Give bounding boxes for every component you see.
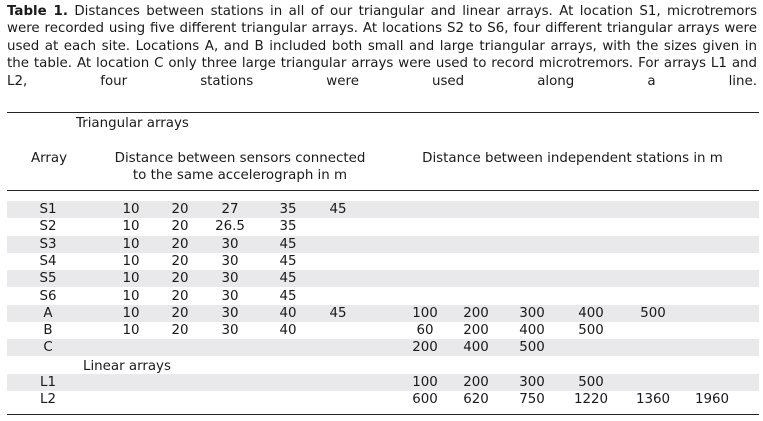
header-bottom-rule bbox=[7, 190, 759, 191]
connected-distance-cell: 35 bbox=[279, 219, 297, 235]
connected-distance-cell: 45 bbox=[279, 253, 297, 269]
table-caption-line: triangular arrays, with the sizes given in the table. At location C only three large triangular arrays bbox=[7, 38, 757, 72]
connected-distance-cell: 45 bbox=[279, 288, 297, 304]
array-cell: S6 bbox=[39, 288, 57, 304]
table-top-rule bbox=[7, 112, 759, 113]
independent-distance-cell: 500 bbox=[640, 305, 666, 321]
independent-distance-cell: 100 bbox=[412, 305, 438, 321]
independent-distance-cell: 200 bbox=[463, 323, 489, 339]
table-caption-label: Table 1. bbox=[7, 4, 68, 19]
header-independent: Distance between independent stations in m bbox=[422, 151, 723, 166]
array-cell: S2 bbox=[39, 219, 57, 235]
independent-distance-cell: 1220 bbox=[573, 392, 609, 408]
connected-distance-cell: 10 bbox=[122, 305, 140, 321]
independent-distance-cell: 500 bbox=[578, 323, 604, 339]
table-caption-line: microtremors were recorded using five different triangular arrays. At locations S2 to S6, four bbox=[7, 4, 757, 37]
array-cell: C bbox=[43, 340, 53, 356]
header-connected-line2: to the same accelerograph in m bbox=[132, 168, 348, 183]
connected-distance-cell: 10 bbox=[122, 288, 140, 304]
connected-distance-cell: 10 bbox=[122, 323, 140, 339]
connected-distance-cell: 30 bbox=[221, 323, 239, 339]
connected-distance-cell: 10 bbox=[122, 253, 140, 269]
connected-distance-cell: 10 bbox=[122, 219, 140, 235]
independent-distance-cell: 60 bbox=[416, 323, 434, 339]
table-caption bbox=[7, 3, 757, 90]
independent-distance-cell: 620 bbox=[463, 392, 489, 408]
connected-distance-cell: 40 bbox=[279, 305, 297, 321]
array-cell: L2 bbox=[40, 392, 56, 408]
independent-distance-cell: 100 bbox=[412, 375, 438, 390]
independent-distance-cell: 750 bbox=[519, 392, 545, 408]
array-cell: A bbox=[43, 305, 53, 321]
connected-distance-cell: 20 bbox=[171, 236, 189, 252]
row-band bbox=[7, 339, 759, 356]
independent-distance-cell: 400 bbox=[519, 323, 545, 339]
connected-distance-cell: 45 bbox=[279, 271, 297, 287]
connected-distance-cell: 40 bbox=[279, 323, 297, 339]
connected-distance-cell: 20 bbox=[171, 253, 189, 269]
array-cell: S4 bbox=[39, 253, 57, 269]
connected-distance-cell: 45 bbox=[329, 305, 347, 321]
connected-distance-cell: 27 bbox=[221, 202, 239, 217]
connected-distance-cell: 30 bbox=[221, 288, 239, 304]
table-caption-line: different triangular arrays were used at each site. Locations A, and B included both small and large bbox=[7, 21, 757, 54]
section-label-linear: Linear arrays bbox=[83, 359, 171, 374]
independent-distance-cell: 1960 bbox=[694, 392, 730, 408]
independent-distance-cell: 400 bbox=[578, 305, 604, 321]
table-bottom-rule bbox=[7, 414, 759, 415]
array-cell: S3 bbox=[39, 236, 57, 252]
connected-distance-cell: 10 bbox=[122, 202, 140, 217]
independent-distance-cell: 200 bbox=[463, 305, 489, 321]
connected-distance-cell: 20 bbox=[171, 305, 189, 321]
table-caption-line: were used to record microtremors. For arrays L1 and L2, four stations were used along a line. bbox=[7, 56, 758, 89]
connected-distance-cell: 20 bbox=[171, 288, 189, 304]
array-cell: L1 bbox=[40, 375, 56, 390]
array-cell: B bbox=[43, 323, 53, 339]
array-cell: S1 bbox=[39, 202, 57, 217]
independent-distance-cell: 600 bbox=[412, 392, 438, 408]
independent-distance-cell: 300 bbox=[519, 375, 545, 390]
independent-distance-cell: 1360 bbox=[635, 392, 671, 408]
independent-distance-cell: 300 bbox=[519, 305, 545, 321]
connected-distance-cell: 10 bbox=[122, 236, 140, 252]
header-array: Array bbox=[30, 151, 68, 166]
header-connected-line1: Distance between sensors connected bbox=[114, 151, 366, 166]
connected-distance-cell: 20 bbox=[171, 219, 189, 235]
connected-distance-cell: 45 bbox=[279, 236, 297, 252]
section-label-triangular: Triangular arrays bbox=[76, 116, 189, 131]
independent-distance-cell: 400 bbox=[463, 340, 489, 356]
connected-distance-cell: 10 bbox=[122, 271, 140, 287]
connected-distance-cell: 45 bbox=[329, 202, 347, 217]
independent-distance-cell: 200 bbox=[463, 375, 489, 390]
independent-distance-cell: 500 bbox=[519, 340, 545, 356]
row-band bbox=[7, 374, 759, 391]
table-caption-line: Distances between stations in all of our triangular and linear arrays. At location S1, bbox=[74, 4, 661, 19]
independent-distance-cell: 500 bbox=[578, 375, 604, 390]
connected-distance-cell: 20 bbox=[171, 202, 189, 217]
connected-distance-cell: 20 bbox=[171, 271, 189, 287]
connected-distance-cell: 30 bbox=[221, 236, 239, 252]
connected-distance-cell: 30 bbox=[221, 271, 239, 287]
connected-distance-cell: 30 bbox=[221, 253, 239, 269]
connected-distance-cell: 26.5 bbox=[215, 219, 245, 235]
independent-distance-cell: 200 bbox=[412, 340, 438, 356]
connected-distance-cell: 20 bbox=[171, 323, 189, 339]
connected-distance-cell: 35 bbox=[279, 202, 297, 217]
connected-distance-cell: 30 bbox=[221, 305, 239, 321]
array-cell: S5 bbox=[39, 271, 57, 287]
